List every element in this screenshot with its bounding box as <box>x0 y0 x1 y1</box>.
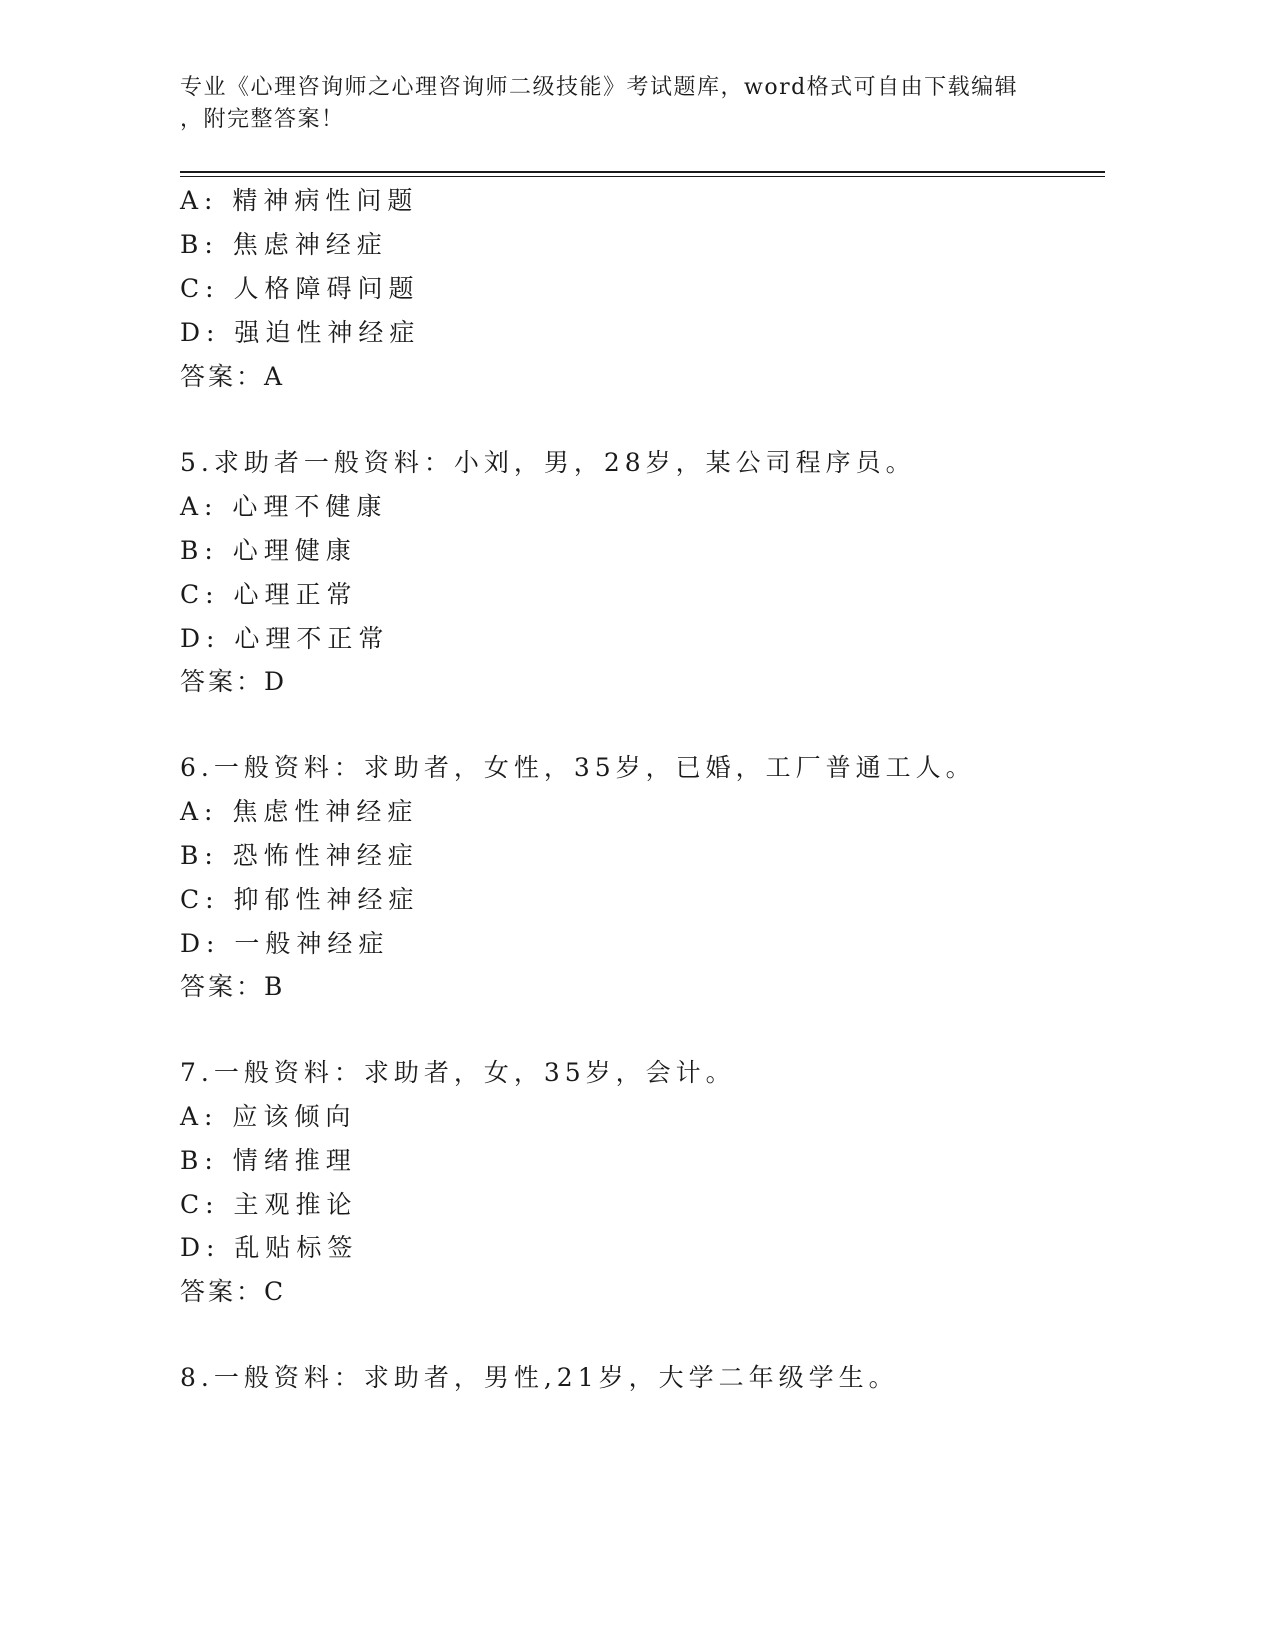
answer-line: 答案：B <box>180 972 286 1001</box>
header-line-1: 专业《心理咨询师之心理咨询师二级技能》考试题库，word格式可自由下载编辑 <box>180 75 1019 100</box>
question-6-title: 6.一般资料：求助者，女性，35岁，已婚，工厂普通工人。 <box>180 753 976 782</box>
option-a: A: 焦虑性神经症 <box>180 797 419 826</box>
option-b: B: 焦虑神经症 <box>180 230 388 259</box>
document-header <box>180 72 1060 136</box>
option-d: D: 强迫性神经症 <box>180 318 421 347</box>
header-divider-thin <box>180 176 1105 177</box>
option-b: B: 心理健康 <box>180 536 357 565</box>
answer-line: 答案：C <box>180 1277 287 1306</box>
question-5-title: 5.求助者一般资料：小刘，男，28岁，某公司程序员。 <box>180 448 916 477</box>
option-d: D: 乱贴标签 <box>180 1233 359 1262</box>
option-d: D: 一般神经症 <box>180 929 390 958</box>
option-b: B: 情绪推理 <box>180 1146 357 1175</box>
question-8-title: 8.一般资料：求助者，男性,21岁，大学二年级学生。 <box>180 1363 899 1392</box>
header-line-2: ，附完整答案！ <box>180 107 345 132</box>
option-a: A: 心理不健康 <box>180 492 388 521</box>
option-d: D: 心理不正常 <box>180 624 390 653</box>
answer-line: 答案：D <box>180 667 288 696</box>
option-c: C: 心理正常 <box>180 580 358 609</box>
option-a: A: 精神病性问题 <box>180 186 419 215</box>
option-c: C: 主观推论 <box>180 1190 358 1219</box>
header-divider-thick <box>180 171 1105 173</box>
option-c: C: 人格障碍问题 <box>180 274 420 303</box>
answer-line: 答案：A <box>180 362 286 391</box>
option-a: A: 应该倾向 <box>180 1102 357 1131</box>
option-c: C: 抑郁性神经症 <box>180 885 420 914</box>
question-7-title: 7.一般资料：求助者，女，35岁，会计。 <box>180 1058 736 1087</box>
option-b: B: 恐怖性神经症 <box>180 841 419 870</box>
